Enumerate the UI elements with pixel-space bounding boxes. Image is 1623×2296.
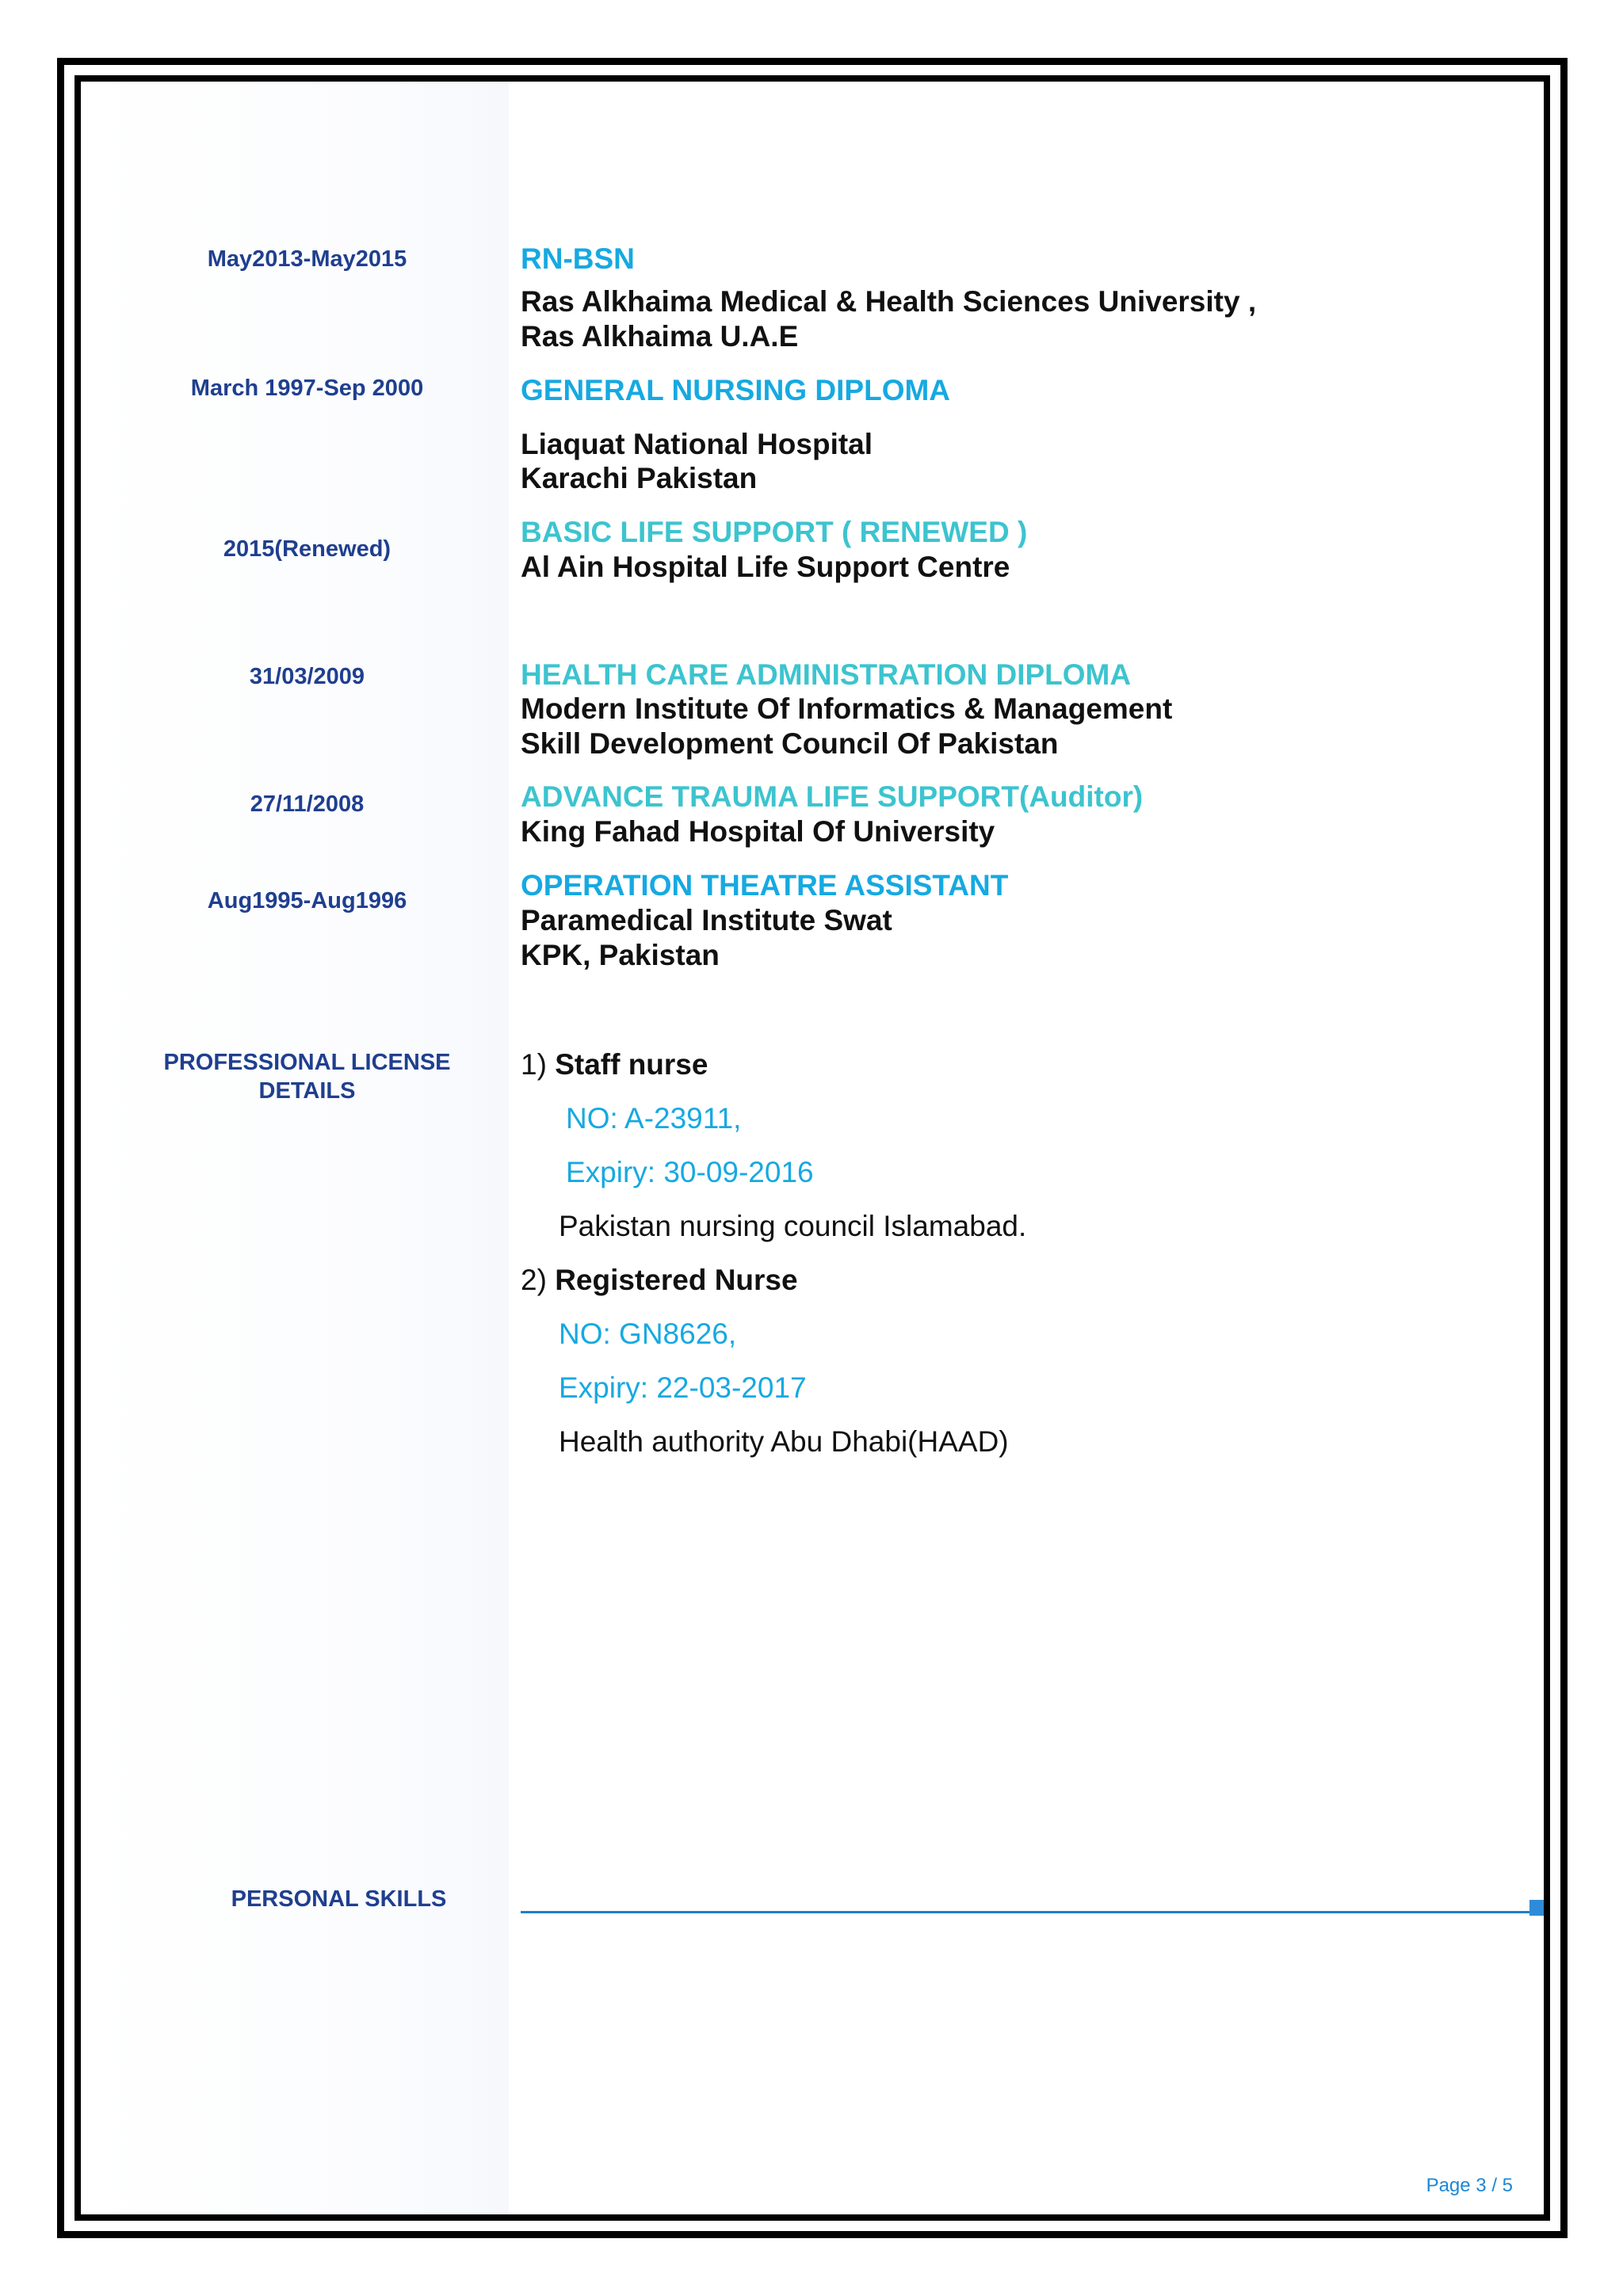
education-detail: Paramedical Institute Swat	[521, 904, 892, 936]
license-expiry: Expiry: 22-03-2017	[559, 1371, 807, 1404]
education-detail: Ras Alkhaima U.A.E	[521, 320, 799, 353]
license-issuer: Health authority Abu Dhabi(HAAD)	[559, 1425, 1009, 1458]
license-number: NO: A-23911,	[566, 1102, 742, 1135]
education-detail: Modern Institute Of Informatics & Management	[521, 692, 1173, 725]
education-date: 2015(Renewed)	[223, 536, 391, 562]
education-title: RN-BSN	[521, 242, 635, 275]
education-date: March 1997-Sep 2000	[190, 376, 424, 401]
education-title: BASIC LIFE SUPPORT ( RENEWED )	[521, 516, 1028, 548]
section-rule	[521, 1911, 1531, 1913]
education-detail: Al Ain Hospital Life Support Centre	[521, 551, 1010, 583]
license-expiry: Expiry: 30-09-2016	[566, 1156, 814, 1188]
education-detail: Liaquat National Hospital	[521, 428, 873, 460]
education-title: OPERATION THEATRE ASSISTANT	[521, 869, 1009, 902]
license-item-heading: 2) Registered Nurse	[521, 1264, 798, 1296]
education-date: May2013-May2015	[207, 246, 407, 272]
page-number: Page 3 / 5	[1426, 2175, 1513, 2196]
education-title: HEALTH CARE ADMINISTRATION DIPLOMA	[521, 658, 1132, 691]
license-item-heading: 1) Staff nurse	[521, 1048, 708, 1081]
education-detail: Karachi Pakistan	[521, 462, 758, 494]
education-detail: Skill Development Council Of Pakistan	[521, 727, 1059, 760]
education-detail: King Fahad Hospital Of University	[521, 815, 995, 848]
education-date: 31/03/2009	[249, 664, 365, 689]
education-date: Aug1995-Aug1996	[207, 888, 407, 913]
education-date: 27/11/2008	[250, 791, 365, 817]
section-rule-marker	[1529, 1900, 1544, 1916]
education-detail: Ras Alkhaima Medical & Health Sciences University ,	[521, 285, 1257, 318]
license-section-label: PROFESSIONAL LICENSE DETAILS	[163, 1050, 451, 1104]
license-issuer: Pakistan nursing council Islamabad.	[559, 1210, 1027, 1242]
education-detail: KPK, Pakistan	[521, 939, 720, 971]
license-number: NO: GN8626,	[559, 1318, 737, 1350]
personal-skills-label: PERSONAL SKILLS	[231, 1886, 447, 1912]
education-title: ADVANCE TRAUMA LIFE SUPPORT(Auditor)	[521, 780, 1144, 813]
education-title: GENERAL NURSING DIPLOMA	[521, 374, 951, 406]
